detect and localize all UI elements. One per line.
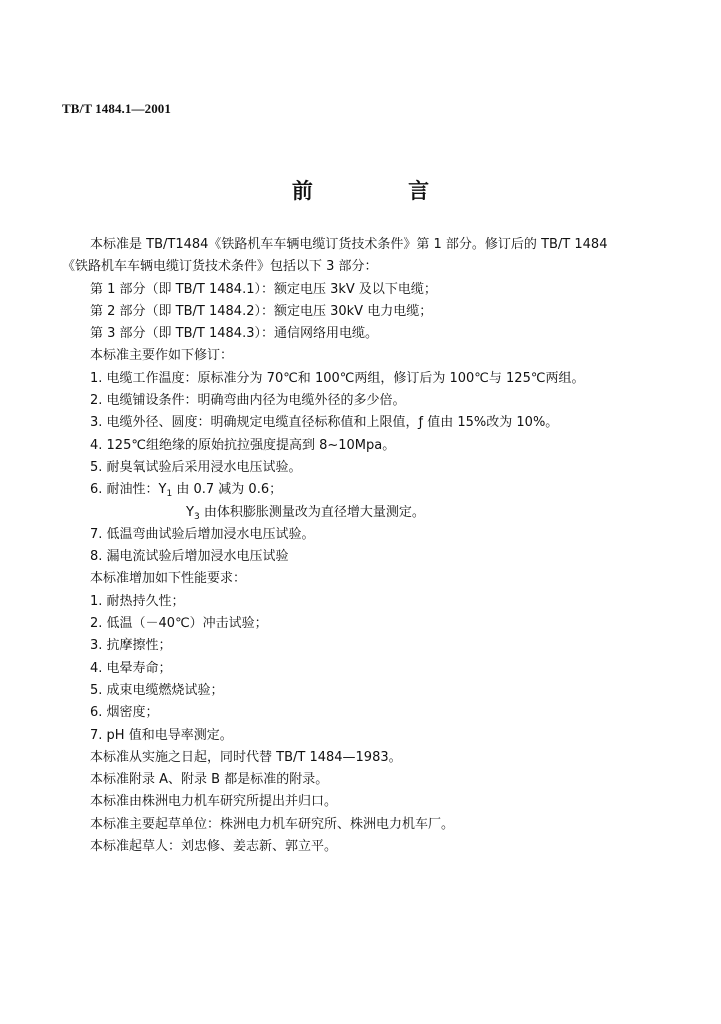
revision-item: 7. 低温弯曲试验后增加浸水电压试验。 xyxy=(90,526,315,542)
requirement-item: 2. 低温（－40℃）冲击试验； xyxy=(90,616,268,632)
requirement-item: 3. 抗摩擦性； xyxy=(90,638,172,654)
revision-item: 8. 漏电流试验后增加浸水电压试验 xyxy=(90,549,289,565)
statement-line: 本标准从实施之日起，同时代替 TB/T 1484—1983。 xyxy=(90,749,402,765)
statement-line: 本标准起草人：刘忠修、姜志新、郭立平。 xyxy=(90,839,338,855)
paragraph-line: 本标准是 TB/T1484《铁路机车车辆电缆订货技术条件》第 1 部分。修订后的 TB/T 1484 xyxy=(90,237,608,252)
revision-item-prefix: Y xyxy=(186,504,194,520)
revision-item-suffix: 由体积膨胀测量改为直径增大量测定。 xyxy=(199,504,425,520)
subscript: 3 xyxy=(193,511,200,522)
revision-item: 3. 电缆外径、圆度：明确规定电缆直径标称值和上限值，ƒ 值由 15%改为 10%。 xyxy=(90,415,559,431)
requirement-item: 6. 烟密度； xyxy=(90,705,159,721)
requirement-item: 4. 电晕寿命； xyxy=(90,660,172,676)
section-heading: 本标准增加如下性能要求： xyxy=(90,571,247,587)
document-code: TB/T 1484.1—2001 xyxy=(62,101,171,116)
revision-item: 4. 125℃组绝缘的原始抗拉强度提高到 8~10Mpa。 xyxy=(90,437,396,453)
requirement-item: 1. 耐热持久性； xyxy=(90,593,185,609)
statement-line: 本标准主要起草单位：株洲电力机车研究所、株洲电力机车厂。 xyxy=(90,816,455,832)
paragraph-line: 《铁路机车车辆电缆订货技术条件》包括以下 3 部分： xyxy=(62,259,378,275)
part-item: 第 1 部分（即 TB/T 1484.1）：额定电压 3kV 及以下电缆； xyxy=(90,281,437,297)
revision-item: 1. 电缆工作温度：原标准分为 70℃和 100℃两组，修订后为 100℃与 125℃两组。 xyxy=(90,370,585,386)
revision-item-prefix: 6. 耐油性：Y xyxy=(90,482,167,498)
page-title: 前 言 xyxy=(291,179,474,203)
section-heading: 本标准主要作如下修订： xyxy=(90,348,234,364)
foreword-body xyxy=(62,234,674,858)
part-item: 第 3 部分（即 TB/T 1484.3）：通信网络用电缆。 xyxy=(90,326,378,342)
part-item: 第 2 部分（即 TB/T 1484.2）：额定电压 30kV 电力电缆； xyxy=(90,303,433,319)
statement-line: 本标准由株洲电力机车研究所提出并归口。 xyxy=(90,794,338,810)
statement-line: 本标准附录 A、附录 B 都是标准的附录。 xyxy=(90,772,329,788)
requirement-item: 5. 成束电缆燃烧试验； xyxy=(90,682,224,698)
requirement-item: 7. pH 值和电导率测定。 xyxy=(90,727,233,743)
revision-item: 5. 耐臭氧试验后采用浸水电压试验。 xyxy=(90,459,302,475)
revision-item-continuation xyxy=(62,502,674,524)
subscript: 1 xyxy=(166,489,173,500)
revision-item-suffix: 由 0.7 减为 0.6； xyxy=(172,482,283,498)
revision-item xyxy=(62,479,674,501)
revision-item: 2. 电缆铺设条件：明确弯曲内径为电缆外径的多少倍。 xyxy=(90,393,406,409)
